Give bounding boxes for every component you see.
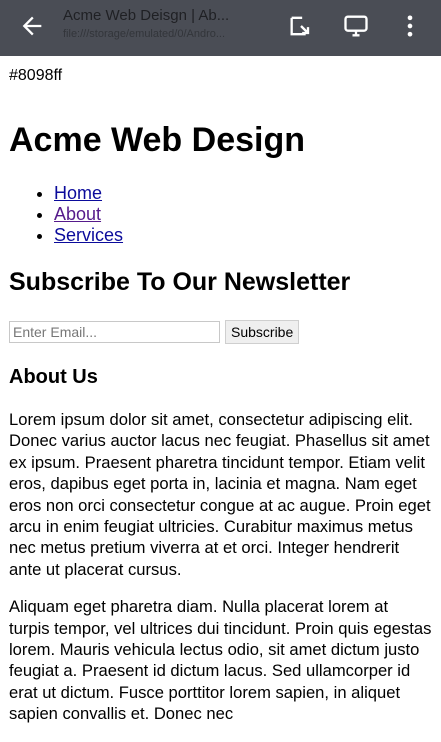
page-url: file:///storage/emulated/0/Andro... [63, 28, 226, 40]
page-tab-title: Acme Web Deisgn | Ab... [63, 7, 230, 24]
nav-link-services[interactable]: Services [54, 225, 124, 245]
email-input[interactable] [9, 321, 220, 343]
newsletter-heading: Subscribe To Our Newsletter [9, 268, 351, 296]
nav-item-services [54, 225, 432, 246]
about-paragraph-2: Aliquam eget pharetra diam. Nulla placerat lorem at turpis tempor, vel ultrices dui tincidunt. Proin quis egestas lorem. Mauris vehicula lectus odio, sit amet dictum justo feugiat a. Praesent id dictum lacus. Sed ullamcorper id erat ut dictum. Fusce porttitor lorem sapien, in aliquet sapien convallis et. Donec nec [9, 597, 432, 724]
subscribe-button[interactable]: Subscribe [225, 320, 299, 344]
desktop-view-icon[interactable] [342, 12, 370, 40]
about-paragraph-1: Lorem ipsum dolor sit amet, consectetur adipiscing elit. Donec varius auctor lacus nec feugiat. Phasellus sit amet ex ipsum. Praesent pharetra tincidunt tempor. Etiam velit eros, dapibus eget porta in, lacinia et magna. Nam eget eros non orci consectetur congue at ac augue. Proin eget arcu in enim feugiat ultricies. Curabitur maximus metus nec metus pretium viverra at et orci. Integer hendrerit ante ut placerat cursus. [9, 410, 431, 579]
nav-item-about [54, 204, 432, 225]
nav-link-about[interactable]: About [54, 204, 102, 224]
nav-link-home[interactable]: Home [54, 183, 103, 203]
nav-item-home [54, 183, 432, 204]
web-page-content [0, 56, 441, 742]
more-options-icon[interactable] [396, 12, 424, 40]
browser-title-area[interactable] [63, 6, 268, 42]
share-icon[interactable] [287, 12, 315, 40]
nav-list [9, 183, 432, 246]
about-heading: About Us [9, 366, 98, 388]
back-arrow-icon[interactable] [18, 12, 46, 40]
newsletter-form [9, 319, 432, 345]
hex-color-text: #8098ff [9, 67, 63, 84]
site-title: Acme Web Design [9, 121, 306, 159]
browser-toolbar [0, 0, 441, 56]
